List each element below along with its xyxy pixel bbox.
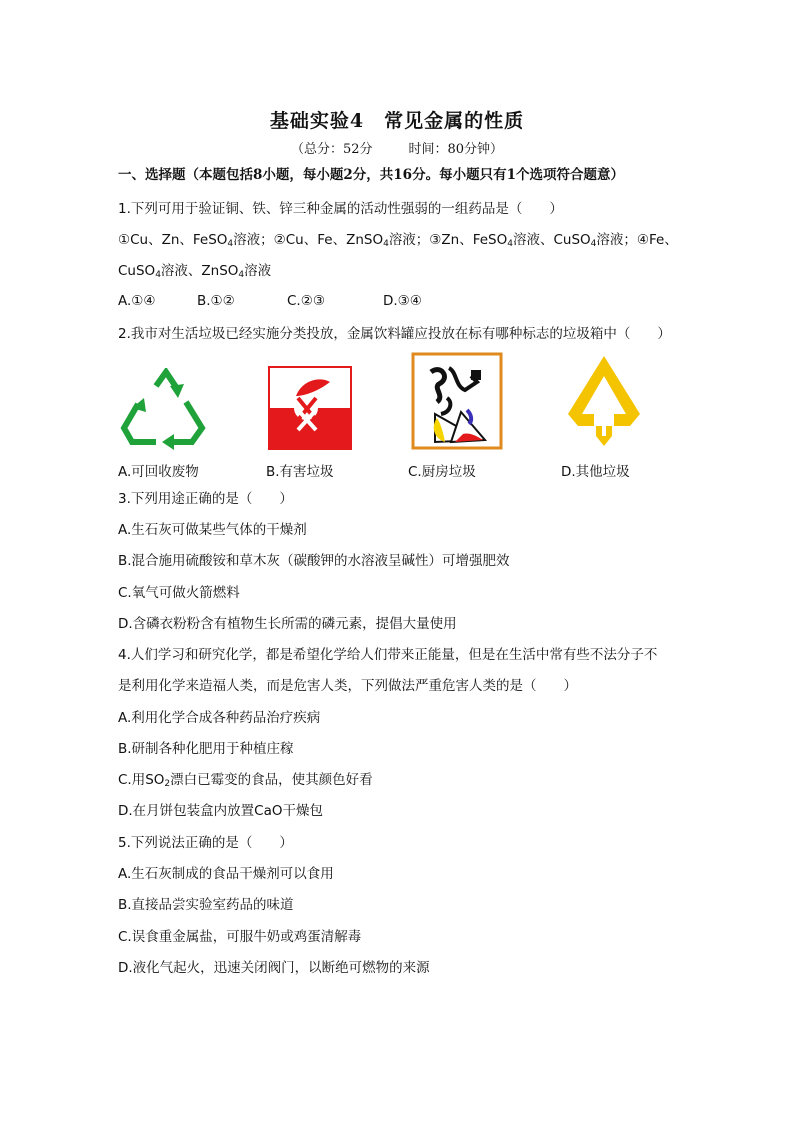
q3-option-c: C.氧气可做火箭燃料 [118,585,240,601]
q4-stem-line1: 4.人们学习和研究化学，都是希望化学给人们带来正能量，但是在生活中常有些不法分子不 [118,647,658,663]
time-limit: 时间：80分钟） [408,142,504,157]
q4-option-c: C.用$SO_2$漂白已霉变的食品，使其颜色好看 [118,772,373,789]
q1-option-a: A.①④ [118,293,156,309]
hazardous-waste-icon [268,366,352,450]
q3-stem: 3.下列用途正确的是（ ） [118,491,293,507]
q2-stem: 2.我市对生活垃圾已经实施分类投放，金属饮料罐应投放在标有哪种标志的垃圾箱中（ ） [118,326,671,342]
caption-hazardous: B.有害垃圾 [266,464,334,480]
q1-stem: 1.下列可用于验证铜、铁、锌三种金属的活动性强弱的一组药品是（ ） [118,201,563,217]
q1-reagents-line1: ①Cu、Zn、FeSO$_4$溶液；②Cu、Fe、ZnSO$_4$溶液；③Zn、FeSO$_4$溶液、CuSO$_4$溶液；④Fe、 [118,232,678,249]
q4-stem-line2: 是利用化学来造福人类，而是危害人类，下列做法严重危害人类的是（ ） [118,678,577,694]
q3-option-a: A.生石灰可做某些气体的干燥剂 [118,522,307,538]
other-waste-icon [564,352,644,450]
exam-info [0,138,794,157]
q4-option-b: B.研制各种化肥用于种植庄稼 [118,741,294,757]
q5-option-b: B.直接品尝实验室药品的味道 [118,897,294,913]
q1-option-b: B.①② [197,293,235,309]
q1-option-c: C.②③ [287,293,325,309]
total-score: （总分：52分 [290,142,373,157]
q3-option-d: D.含磷衣粉粉含有植物生长所需的磷元素，提倡大量使用 [118,616,457,632]
q1-option-d: D.③④ [383,293,422,309]
q5-stem: 5.下列说法正确的是（ ） [118,835,293,851]
kitchen-waste-icon [411,352,503,450]
caption-other: D.其他垃圾 [561,464,630,480]
caption-kitchen: C.厨房垃圾 [408,464,476,480]
page-title: 基础实验4 常见金属的性质 [269,110,525,132]
q4-option-a: A.利用化学合成各种药品治疗疾病 [118,710,321,726]
q5-option-a: A.生石灰制成的食品干燥剂可以食用 [118,866,334,882]
recycle-icon [120,368,212,452]
caption-recyclable: A.可回收废物 [118,464,199,480]
q5-option-c: C.误食重金属盐，可服牛奶或鸡蛋清解毒 [118,929,362,945]
q3-option-b: B.混合施用硫酸铵和草木灰（碳酸钾的水溶液呈碱性）可增强肥效 [118,553,510,569]
q4-option-d: D.在月饼包装盒内放置CaO干燥包 [118,803,324,819]
q5-option-d: D.液化气起火，迅速关闭阀门，以断绝可燃物的来源 [118,960,430,976]
section-heading: 一、选择题（本题包括8小题，每小题2分，共16分。每小题只有1个选项符合题意） [118,167,624,183]
q1-reagents-line2: CuSO$_4$溶液、ZnSO$_4$溶液 [118,263,272,280]
